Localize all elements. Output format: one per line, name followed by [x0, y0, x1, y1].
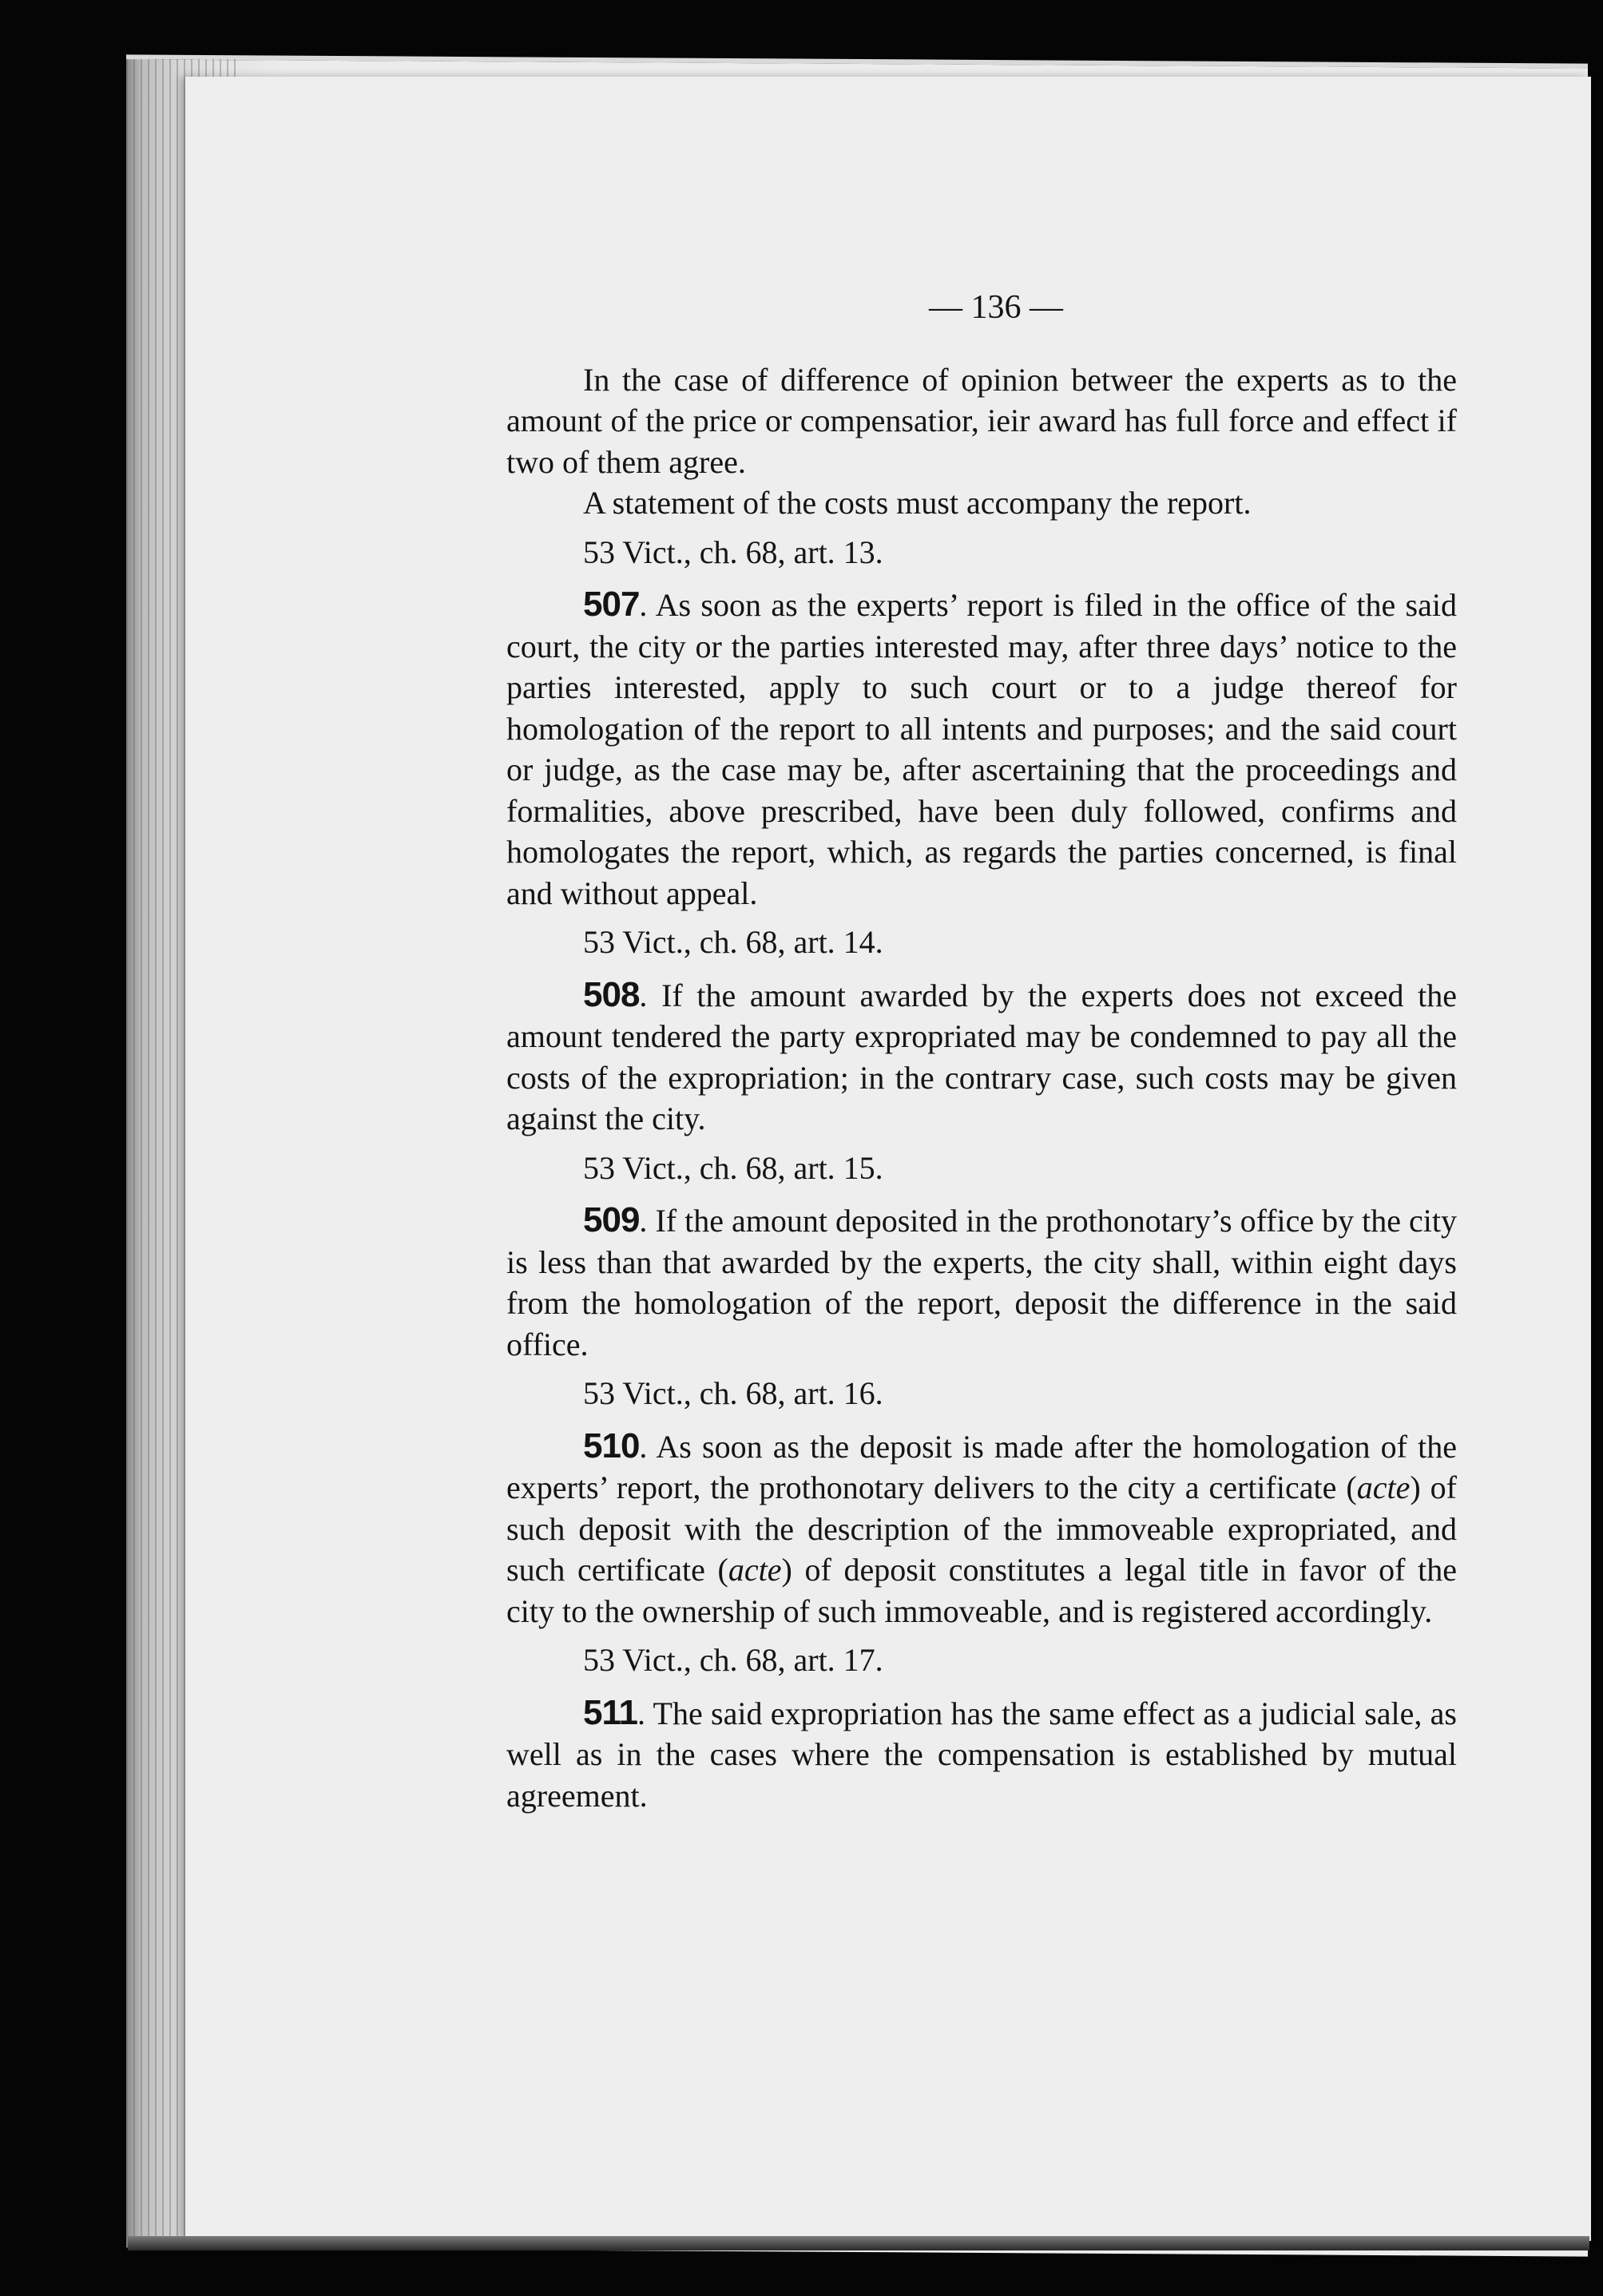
article-number: 508 — [583, 974, 640, 1014]
article-text: If the amount deposited in the prothonotary’s office by the city is less than that awarded by the experts, the city shall, within eight days from the homologation of the report, deposit the difference in the said office. — [506, 1203, 1457, 1362]
article-text: If the amount awarded by the experts does not exceed the amount tendered the party expropriated may be condemned to pay all the costs of the expropriation; in the contrary case, such costs may be given against the city. — [506, 977, 1458, 1136]
intro-costs-paragraph: A statement of the costs must accompany the report. — [583, 485, 1252, 521]
page-number: — 136 — — [929, 289, 1063, 326]
article-509: 509. If the amount deposited in the prothonotary’s office by the city is less than that awarded by the experts, the city shall, within eight days from the homologation of the report, deposit the difference in the said office. — [506, 1200, 1457, 1362]
article-text: As soon as the experts’ report is filed in the office of the said court, the city or the parties interested may, after three days’ notice to the parties interested, apply to such court or to a judge thereof for homologation of the report to all intents and purposes; and the said court or judge, as the case may be, after ascertaining that the proceedings and formalities, above prescribed, have been duly followed, confirms and homologates the report, which, as regards the parties concerned, is final and without appeal. — [506, 587, 1457, 911]
article-507: 507. As soon as the experts’ report is filed in the office of the said court, the city or the parties interested may, after three days’ notice to the parties interested, apply to such court or to a judge thereof for homologation of the report to all intents and purposes; and the said court or judge, as the case may be, after ascertaining that the proceedings and formalities, above prescribed, have been duly followed, confirms and homologates the report, which, as regards the parties concerned, is final and without appeal. — [506, 585, 1457, 911]
page-text — [506, 287, 1457, 1816]
article-number: 510 — [583, 1426, 640, 1465]
citation: 53 Vict., ch. 68, art. 16. — [583, 1375, 883, 1411]
article-510: 510. As soon as the deposit is made after the homologation of the experts’ report, the prothonotary delivers to the city a certificate (acte) of such deposit with the description of the immoveable expropriated, and such certificate (acte) of deposit constitutes a legal title in favor of the city to the ownership of such immoveable, and is registered accordingly. — [506, 1426, 1458, 1629]
article-511: 511. The said expropriation has the same effect as a judicial sale, as well as in the cases where the compensation is established by mutual agreement. — [506, 1692, 1457, 1814]
article-text-part: ) of such deposit with the description of the immoveable expropriated, and such certificate ( — [506, 1469, 1458, 1588]
article-number: 509 — [583, 1200, 640, 1239]
intro-paragraph: In the case of difference of opinion betweer the experts as to the amount of the price or compensatior, ieir award has full force and effect if two of them agree. — [506, 361, 1457, 480]
article-508: 508. If the amount awarded by the experts does not exceed the amount tendered the party expropriated may be condemned to pay all the costs of the expropriation; in the contrary case, such costs may be given against the city. — [506, 974, 1458, 1136]
citation: 53 Vict., ch. 68, art. 14. — [583, 924, 883, 960]
citation: 53 Vict., ch. 68, art. 13. — [583, 533, 883, 570]
article-text: The said expropriation has the same effect as a judicial sale, as well as in the cases where the compensation is established by mutual agreement. — [506, 1695, 1457, 1814]
article-text-part: As soon as the deposit is made after the homologation of the experts’ report, the prothonotary delivers to the city a certificate ( — [506, 1428, 1458, 1505]
article-number: 511 — [583, 1692, 637, 1732]
citation: 53 Vict., ch. 68, art. 17. — [583, 1642, 883, 1678]
italic-term: acte — [1356, 1469, 1411, 1505]
italic-term: acte — [728, 1552, 782, 1588]
citation: 53 Vict., ch. 68, art. 15. — [583, 1149, 883, 1186]
article-number: 507 — [583, 585, 640, 624]
book-bottom-edge — [128, 2236, 1589, 2250]
article-text-part: ) of deposit constitutes a legal title in favor of the city to the ownership of such immoveable, and is registered accordingly. — [506, 1552, 1457, 1629]
